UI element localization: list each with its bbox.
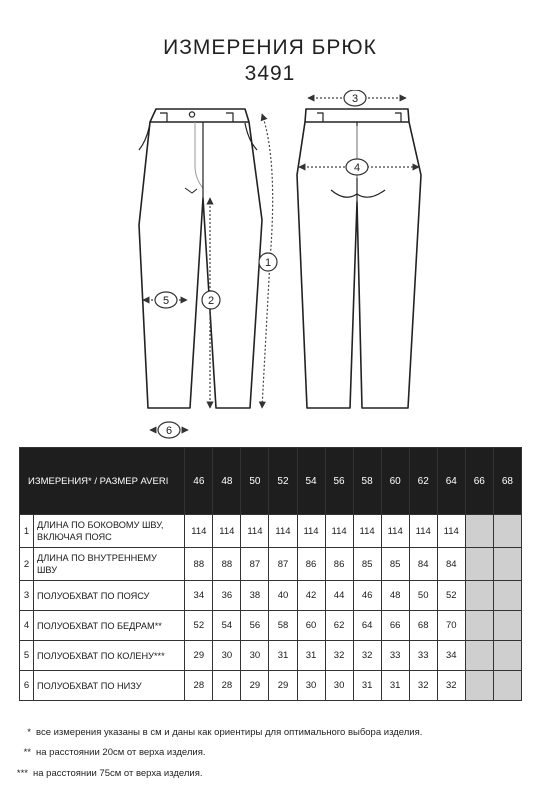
- size-header-cell: 48: [213, 448, 241, 515]
- table-row: [20, 515, 522, 548]
- value-cell: [493, 581, 521, 611]
- value-cell: 88: [185, 548, 213, 581]
- value-cell: 38: [241, 581, 269, 611]
- value-cell: 114: [409, 515, 437, 548]
- front-view: [139, 109, 262, 408]
- value-cell: 34: [437, 641, 465, 671]
- svg-text:6: 6: [165, 425, 173, 437]
- row-label: [34, 581, 185, 611]
- value-cell: [493, 515, 521, 548]
- size-header-cell: 52: [269, 448, 297, 515]
- size-header-cell: 64: [437, 448, 465, 515]
- value-cell: 87: [241, 548, 269, 581]
- row-label-line: ВКЛЮЧАЯ ПОЯС: [37, 532, 112, 542]
- value-cell: [465, 548, 493, 581]
- size-header-cell: 68: [493, 448, 521, 515]
- value-cell: 114: [269, 515, 297, 548]
- value-cell: 88: [213, 548, 241, 581]
- value-cell: 114: [213, 515, 241, 548]
- size-header-cell: 50: [241, 448, 269, 515]
- value-cell: [493, 548, 521, 581]
- row-label: [34, 515, 185, 548]
- value-cell: 114: [437, 515, 465, 548]
- row-label-line: ПОЛУОБХВАТ ПО ПОЯСУ: [37, 590, 150, 601]
- row-number: 6: [20, 671, 34, 701]
- value-cell: 30: [241, 641, 269, 671]
- value-cell: [493, 671, 521, 701]
- value-cell: 33: [381, 641, 409, 671]
- svg-text:5: 5: [162, 295, 170, 307]
- value-cell: 114: [185, 515, 213, 548]
- value-cell: 56: [241, 611, 269, 641]
- value-cell: 52: [185, 611, 213, 641]
- table-row: [20, 671, 522, 701]
- value-cell: 58: [269, 611, 297, 641]
- row-label-line: ПОЛУОБХВАТ ПО БЕДРАМ**: [37, 620, 162, 631]
- value-cell: [493, 611, 521, 641]
- value-cell: 28: [213, 671, 241, 701]
- value-cell: 114: [381, 515, 409, 548]
- value-cell: 42: [297, 581, 325, 611]
- marker-6: [158, 422, 180, 438]
- value-cell: 29: [185, 641, 213, 671]
- value-cell: 86: [325, 548, 353, 581]
- value-cell: 40: [269, 581, 297, 611]
- row-label-line: ДЛИНА ПО ВНУТРЕННЕМУ: [37, 553, 157, 563]
- row-number: 1: [20, 515, 34, 548]
- marker-4: [346, 159, 368, 175]
- marker-1: [259, 253, 277, 271]
- footnote-3: *** на расстоянии 75см от верха изделия.: [16, 768, 203, 779]
- value-cell: 31: [269, 641, 297, 671]
- value-cell: [465, 611, 493, 641]
- row-number: 2: [20, 548, 34, 581]
- marker-3: [344, 90, 366, 106]
- svg-text:2: 2: [207, 295, 215, 307]
- value-cell: [493, 641, 521, 671]
- header-label: ИЗМЕРЕНИЯ* / РАЗМЕР AVERI: [20, 448, 185, 515]
- value-cell: 114: [325, 515, 353, 548]
- article-number: 3491: [244, 62, 296, 85]
- row-label-line: ДЛИНА ПО БОКОВОМУ ШВУ,: [37, 520, 164, 530]
- value-cell: [465, 515, 493, 548]
- row-number: 3: [20, 581, 34, 611]
- value-cell: 48: [381, 581, 409, 611]
- value-cell: [465, 581, 493, 611]
- table-row: [20, 611, 522, 641]
- value-cell: 31: [297, 641, 325, 671]
- value-cell: 30: [213, 641, 241, 671]
- value-cell: 64: [353, 611, 381, 641]
- value-cell: 32: [437, 671, 465, 701]
- value-cell: 46: [353, 581, 381, 611]
- value-cell: 44: [325, 581, 353, 611]
- table-row: [20, 641, 522, 671]
- value-cell: 29: [241, 671, 269, 701]
- row-label: [34, 671, 185, 701]
- row-label-line: ШВУ: [37, 565, 58, 575]
- page-title: ИЗМЕРЕНИЯ БРЮК: [163, 36, 377, 59]
- value-cell: 84: [409, 548, 437, 581]
- row-label: [34, 611, 185, 641]
- size-header-cell: 60: [381, 448, 409, 515]
- row-label-line: ПОЛУОБХВАТ ПО НИЗУ: [37, 680, 142, 691]
- row-number: 5: [20, 641, 34, 671]
- value-cell: 52: [437, 581, 465, 611]
- value-cell: 34: [185, 581, 213, 611]
- value-cell: 114: [297, 515, 325, 548]
- value-cell: 29: [269, 671, 297, 701]
- value-cell: 32: [325, 641, 353, 671]
- value-cell: 85: [353, 548, 381, 581]
- value-cell: 28: [185, 671, 213, 701]
- value-cell: [465, 641, 493, 671]
- value-cell: 33: [409, 641, 437, 671]
- row-label: [34, 641, 185, 671]
- marker-2: [202, 291, 220, 309]
- value-cell: 86: [297, 548, 325, 581]
- footnote-2: ** на расстоянии 20см от верха изделия.: [23, 747, 206, 758]
- value-cell: 68: [409, 611, 437, 641]
- value-cell: 60: [297, 611, 325, 641]
- row-label-line: ПОЛУОБХВАТ ПО КОЛЕНУ***: [37, 650, 165, 661]
- value-cell: 32: [409, 671, 437, 701]
- size-header-cell: 46: [185, 448, 213, 515]
- value-cell: 85: [381, 548, 409, 581]
- table-row: [20, 581, 522, 611]
- value-cell: 54: [213, 611, 241, 641]
- table-row: [20, 548, 522, 581]
- back-view: [297, 109, 421, 408]
- value-cell: 30: [297, 671, 325, 701]
- size-header-cell: 58: [353, 448, 381, 515]
- value-cell: [465, 671, 493, 701]
- value-cell: 36: [213, 581, 241, 611]
- row-label: [34, 548, 185, 581]
- marker-5: [155, 292, 177, 308]
- value-cell: 84: [437, 548, 465, 581]
- size-header-cell: 56: [325, 448, 353, 515]
- svg-text:4: 4: [353, 162, 361, 174]
- row-number: 4: [20, 611, 34, 641]
- svg-text:1: 1: [264, 257, 272, 269]
- value-cell: 114: [353, 515, 381, 548]
- value-cell: 31: [353, 671, 381, 701]
- size-header-cell: 62: [409, 448, 437, 515]
- value-cell: 66: [381, 611, 409, 641]
- value-cell: 32: [353, 641, 381, 671]
- value-cell: 114: [241, 515, 269, 548]
- value-cell: 50: [409, 581, 437, 611]
- size-header-row: [20, 448, 522, 515]
- size-header-cell: 66: [465, 448, 493, 515]
- value-cell: 62: [325, 611, 353, 641]
- value-cell: 70: [437, 611, 465, 641]
- size-table: [19, 447, 522, 701]
- trousers-diagram: [0, 90, 540, 445]
- size-header-cell: 54: [297, 448, 325, 515]
- svg-text:3: 3: [351, 93, 359, 105]
- value-cell: 30: [325, 671, 353, 701]
- value-cell: 87: [269, 548, 297, 581]
- footnote-1: * все измерения указаны в см и даны как ориентиры для оптимального выбора изделия.: [27, 727, 423, 738]
- value-cell: 31: [381, 671, 409, 701]
